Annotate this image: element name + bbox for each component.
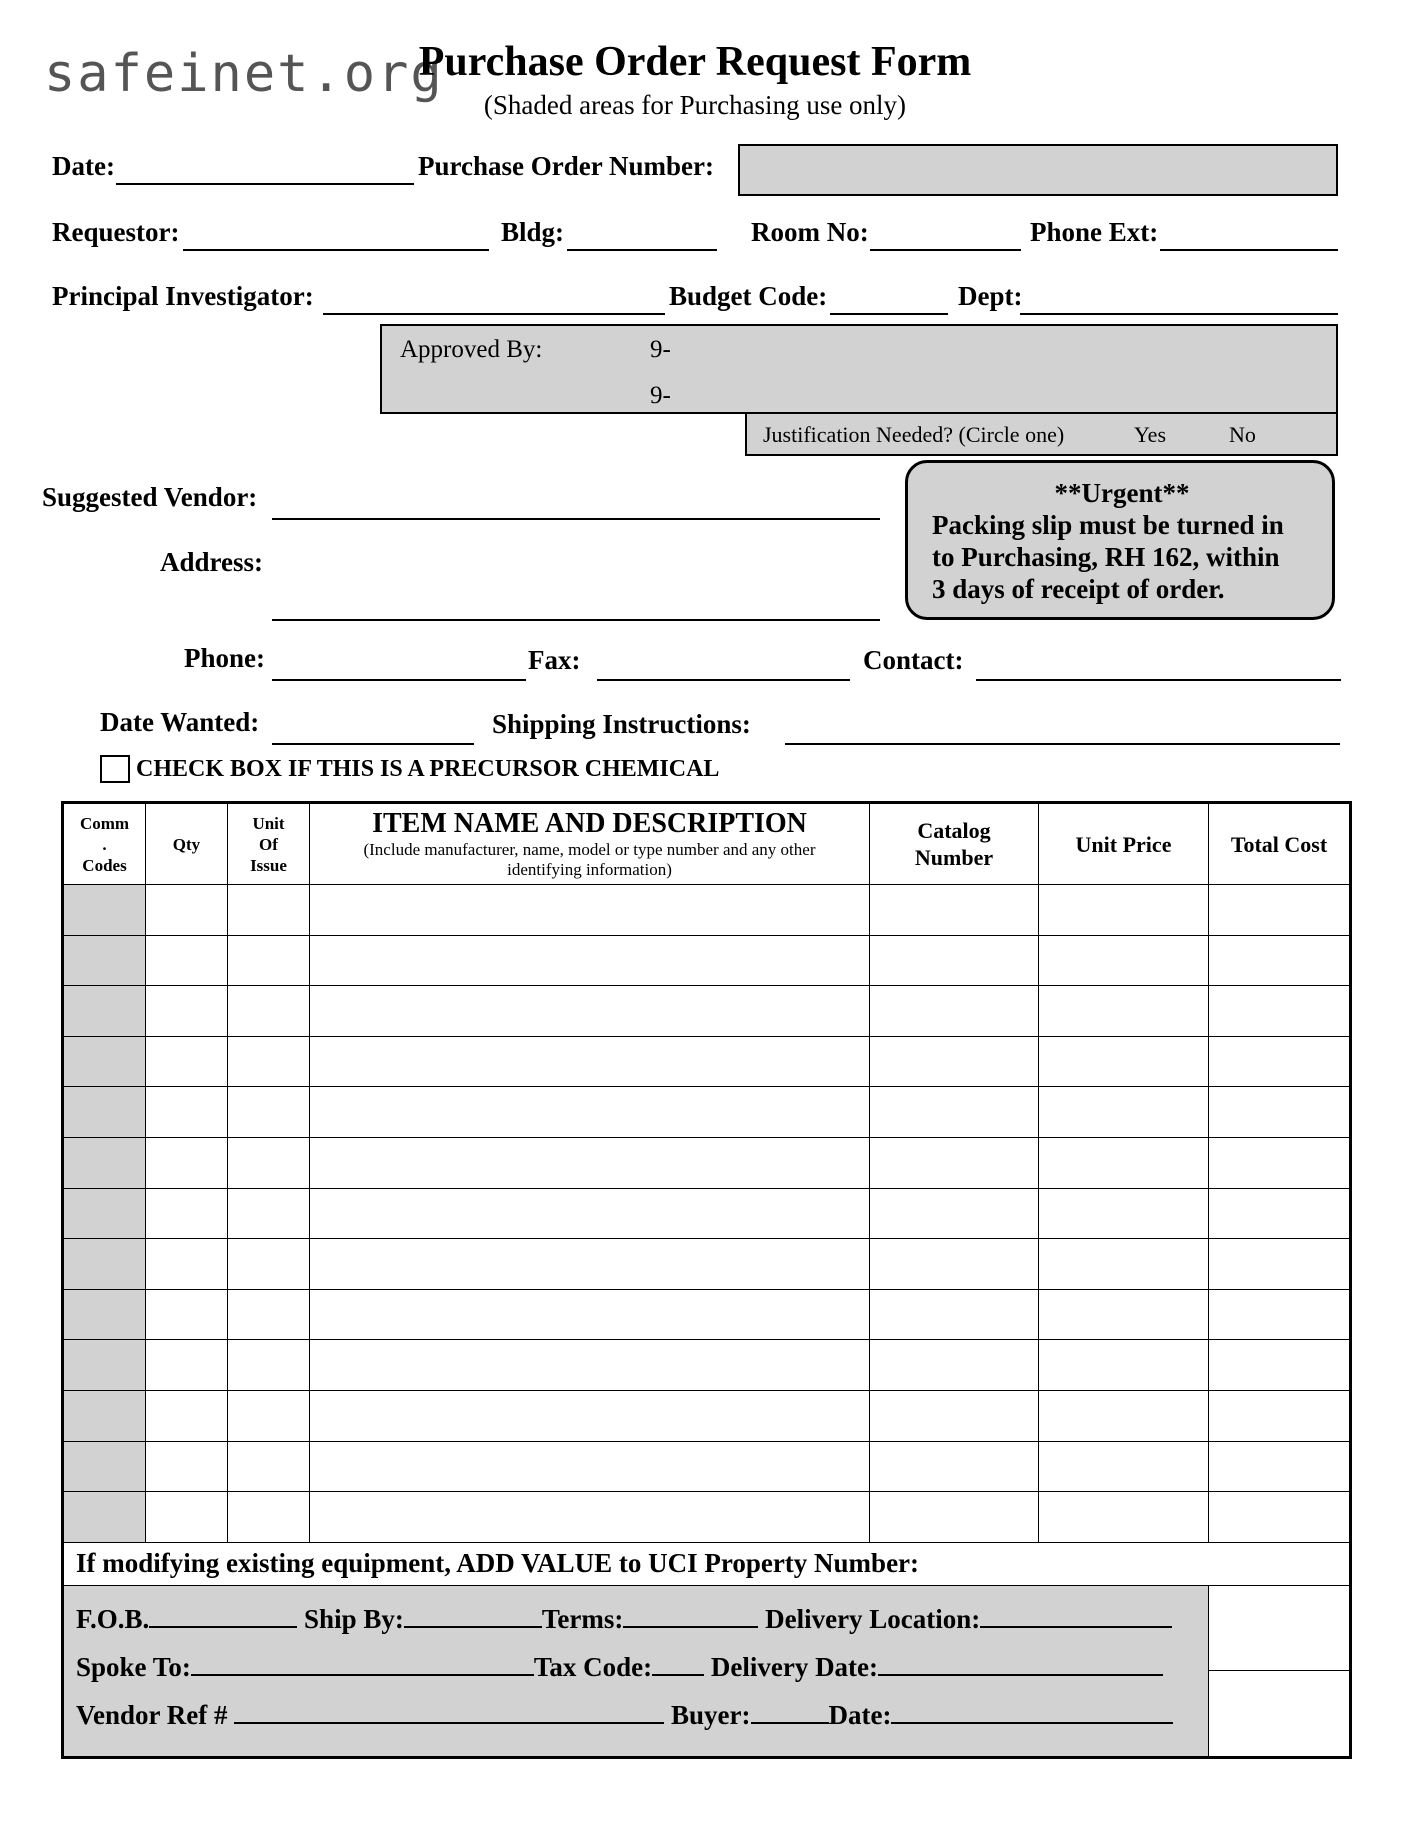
purchasing-total-area xyxy=(1209,1585,1351,1757)
urgent-line-2: to Purchasing, RH 162, within xyxy=(932,542,1280,572)
fob-label: F.O.B. xyxy=(76,1603,150,1634)
total-cost-cell[interactable] xyxy=(1209,1188,1351,1239)
unit-price-cell[interactable] xyxy=(1039,1137,1209,1188)
fob-field[interactable] xyxy=(149,1604,297,1628)
unit-of-issue-cell[interactable] xyxy=(228,986,310,1037)
total-cost-cell[interactable] xyxy=(1209,1036,1351,1087)
item-description-cell[interactable] xyxy=(310,1492,870,1543)
unit-price-header: Unit Price xyxy=(1039,803,1209,885)
vendor-phone-label: Phone: xyxy=(184,643,265,673)
ship-by-field[interactable] xyxy=(404,1604,542,1628)
qty-cell[interactable] xyxy=(146,935,228,986)
item-description-cell[interactable] xyxy=(310,885,870,936)
item-description-cell[interactable] xyxy=(310,986,870,1037)
qty-cell[interactable] xyxy=(146,885,228,936)
comm-code-cell[interactable] xyxy=(63,986,146,1037)
total-cost-cell[interactable] xyxy=(1209,1239,1351,1290)
item-description-cell[interactable] xyxy=(310,1289,870,1340)
catalog-number-cell[interactable] xyxy=(870,986,1039,1037)
comm-code-cell[interactable] xyxy=(63,885,146,936)
phone-ext-field[interactable] xyxy=(1160,249,1338,251)
urgent-line-3: 3 days of receipt of order. xyxy=(932,574,1225,604)
unit-of-issue-cell[interactable] xyxy=(228,885,310,936)
unit-of-issue-cell[interactable] xyxy=(228,1036,310,1087)
address-label: Address: xyxy=(160,547,264,577)
bldg-field[interactable] xyxy=(567,249,717,251)
room-no-field[interactable] xyxy=(870,249,1021,251)
table-row xyxy=(63,1441,1351,1492)
table-row xyxy=(63,1087,1351,1138)
catalog-number-cell[interactable] xyxy=(870,1239,1039,1290)
contact-label: Contact: xyxy=(863,645,964,675)
unit-price-cell[interactable] xyxy=(1039,1289,1209,1340)
total-cost-header: Total Cost xyxy=(1209,803,1351,885)
unit-of-issue-cell[interactable] xyxy=(228,1188,310,1239)
catalog-number-cell[interactable] xyxy=(870,935,1039,986)
purchasing-row xyxy=(63,1585,1351,1757)
catalog-number-header: Catalog Number xyxy=(870,803,1039,885)
unit-price-cell[interactable] xyxy=(1039,1188,1209,1239)
justification-yes[interactable]: Yes xyxy=(1134,422,1167,447)
suggested-vendor-label: Suggested Vendor: xyxy=(42,482,258,512)
item-description-cell[interactable] xyxy=(310,935,870,986)
budget-code-label: Budget Code: xyxy=(669,281,828,311)
buyer-field[interactable] xyxy=(751,1700,829,1724)
precursor-chemical-checkbox[interactable] xyxy=(100,755,130,783)
purchasing-date-label: Date: xyxy=(828,1699,892,1730)
suggested-vendor-field[interactable] xyxy=(272,518,880,520)
item-description-cell[interactable] xyxy=(310,1239,870,1290)
qty-header: Qty xyxy=(146,803,228,885)
purchasing-use-area[interactable] xyxy=(63,1585,1209,1757)
qty-cell[interactable] xyxy=(146,986,228,1037)
urgent-line-1: Packing slip must be turned in xyxy=(932,510,1284,540)
tax-code-label: Tax Code: xyxy=(533,1651,653,1682)
requestor-label: Requestor: xyxy=(52,217,180,247)
shipping-instructions-field[interactable] xyxy=(785,743,1340,745)
qty-cell[interactable] xyxy=(146,1036,228,1087)
unit-price-cell[interactable] xyxy=(1039,1036,1209,1087)
urgent-title: **Urgent** xyxy=(1054,478,1190,508)
form-subtitle: (Shaded areas for Purchasing use only) xyxy=(483,90,907,120)
spoke-to-label: Spoke To: xyxy=(76,1651,191,1682)
table-row xyxy=(63,885,1351,936)
catalog-number-cell[interactable] xyxy=(870,1137,1039,1188)
unit-of-issue-cell[interactable] xyxy=(228,1492,310,1543)
contact-field[interactable] xyxy=(976,679,1341,681)
vendor-phone-field[interactable] xyxy=(272,679,526,681)
total-cost-cell[interactable] xyxy=(1209,1441,1351,1492)
total-cost-cell[interactable] xyxy=(1209,1340,1351,1391)
total-cost-cell[interactable] xyxy=(1209,1492,1351,1543)
justification-label: Justification Needed? (Circle one) xyxy=(763,422,1065,447)
qty-cell[interactable] xyxy=(146,1289,228,1340)
approval-code-1: 9- xyxy=(650,336,671,363)
approval-code-2: 9- xyxy=(650,382,671,409)
date-field[interactable] xyxy=(116,183,414,185)
table-row xyxy=(63,1188,1351,1239)
qty-cell[interactable] xyxy=(146,1492,228,1543)
vendor-ref-field[interactable] xyxy=(234,1700,664,1724)
qty-cell[interactable] xyxy=(146,1340,228,1391)
room-no-label: Room No: xyxy=(751,217,869,247)
table-row xyxy=(63,1239,1351,1290)
unit-price-cell[interactable] xyxy=(1039,1492,1209,1543)
dept-field[interactable] xyxy=(1020,313,1338,315)
comm-code-cell[interactable] xyxy=(63,1492,146,1543)
purchasing-total-upper[interactable] xyxy=(1209,1586,1349,1671)
vendor-ref-label: Vendor Ref # xyxy=(76,1699,228,1730)
table-row xyxy=(63,1289,1351,1340)
watermark: safeinet.org xyxy=(44,44,444,104)
comm-code-cell[interactable] xyxy=(63,1289,146,1340)
table-row xyxy=(63,986,1351,1037)
item-description-cell[interactable] xyxy=(310,1390,870,1441)
unit-price-cell[interactable] xyxy=(1039,986,1209,1037)
item-description-cell[interactable] xyxy=(310,1340,870,1391)
item-description-note: (Include manufacturer, name, model or type number and any other identifying information) xyxy=(363,840,816,879)
total-cost-cell[interactable] xyxy=(1209,986,1351,1037)
catalog-number-cell[interactable] xyxy=(870,1087,1039,1138)
spoke-to-field[interactable] xyxy=(191,1652,534,1676)
total-cost-cell[interactable] xyxy=(1209,885,1351,936)
qty-cell[interactable] xyxy=(146,1188,228,1239)
item-description-cell[interactable] xyxy=(310,1188,870,1239)
unit-of-issue-cell[interactable] xyxy=(228,1239,310,1290)
form-title: Purchase Order Request Form xyxy=(418,39,972,85)
qty-cell[interactable] xyxy=(146,1441,228,1492)
budget-code-field[interactable] xyxy=(830,313,948,315)
unit-of-issue-cell[interactable] xyxy=(228,1137,310,1188)
catalog-number-cell[interactable] xyxy=(870,1289,1039,1340)
table-header-row xyxy=(63,803,1351,885)
catalog-number-cell[interactable] xyxy=(870,885,1039,936)
date-label: Date: xyxy=(52,151,115,181)
modify-equipment-note[interactable]: If modifying existing equipment, ADD VALUE to UCI Property Number: xyxy=(63,1542,1351,1585)
item-description-header xyxy=(310,803,870,885)
qty-cell[interactable] xyxy=(146,1137,228,1188)
requestor-field[interactable] xyxy=(183,249,489,251)
bldg-label: Bldg: xyxy=(501,217,565,247)
justification-box[interactable] xyxy=(745,412,1338,456)
item-description-cell[interactable] xyxy=(310,1441,870,1492)
po-number-label: Purchase Order Number: xyxy=(418,151,714,181)
comm-code-cell[interactable] xyxy=(63,1340,146,1391)
principal-investigator-field[interactable] xyxy=(323,313,665,315)
item-description-cell[interactable] xyxy=(310,1036,870,1087)
unit-price-cell[interactable] xyxy=(1039,1087,1209,1138)
total-cost-cell[interactable] xyxy=(1209,1137,1351,1188)
catalog-number-cell[interactable] xyxy=(870,1188,1039,1239)
unit-of-issue-cell[interactable] xyxy=(228,935,310,986)
qty-cell[interactable] xyxy=(146,1087,228,1138)
catalog-number-cell[interactable] xyxy=(870,1492,1039,1543)
fax-field[interactable] xyxy=(597,679,850,681)
delivery-location-field[interactable] xyxy=(980,1604,1172,1628)
po-number-field[interactable] xyxy=(738,144,1338,196)
total-cost-cell[interactable] xyxy=(1209,1390,1351,1441)
fax-label: Fax: xyxy=(528,645,581,675)
items-table xyxy=(61,801,1352,1759)
approval-box[interactable] xyxy=(380,324,1338,414)
unit-price-cell[interactable] xyxy=(1039,935,1209,986)
delivery-location-label: Delivery Location: xyxy=(765,1603,981,1634)
terms-field[interactable] xyxy=(623,1604,758,1628)
comm-code-cell[interactable] xyxy=(63,1188,146,1239)
unit-price-cell[interactable] xyxy=(1039,1390,1209,1441)
unit-of-issue-header: Unit Of Issue xyxy=(228,803,310,885)
unit-price-cell[interactable] xyxy=(1039,1239,1209,1290)
precursor-chemical-label: CHECK BOX IF THIS IS A PRECURSOR CHEMICAL xyxy=(136,756,720,782)
item-description-cell[interactable] xyxy=(310,1137,870,1188)
phone-ext-label: Phone Ext: xyxy=(1030,217,1159,247)
qty-cell[interactable] xyxy=(146,1390,228,1441)
comm-code-cell[interactable] xyxy=(63,1239,146,1290)
item-description-title: ITEM NAME AND DESCRIPTION xyxy=(372,808,807,839)
buyer-label: Buyer: xyxy=(671,1699,751,1730)
unit-price-cell[interactable] xyxy=(1039,1441,1209,1492)
table-row xyxy=(63,1036,1351,1087)
total-cost-cell[interactable] xyxy=(1209,1087,1351,1138)
approved-by-label: Approved By: xyxy=(400,336,543,363)
date-wanted-label: Date Wanted: xyxy=(100,707,260,737)
purchasing-date-field[interactable] xyxy=(891,1700,1173,1724)
comm-code-cell[interactable] xyxy=(63,1137,146,1188)
urgent-notice xyxy=(905,460,1335,620)
unit-price-cell[interactable] xyxy=(1039,1340,1209,1391)
catalog-number-cell[interactable] xyxy=(870,1340,1039,1391)
total-cost-cell[interactable] xyxy=(1209,1289,1351,1340)
comm-code-cell[interactable] xyxy=(63,1087,146,1138)
qty-cell[interactable] xyxy=(146,1239,228,1290)
shipping-instructions-label: Shipping Instructions: xyxy=(492,709,751,739)
unit-price-cell[interactable] xyxy=(1039,885,1209,936)
justification-no[interactable]: No xyxy=(1229,422,1256,447)
table-row xyxy=(63,1340,1351,1391)
unit-of-issue-cell[interactable] xyxy=(228,1289,310,1340)
purchasing-total-lower[interactable] xyxy=(1209,1671,1349,1755)
table-row xyxy=(63,935,1351,986)
tax-code-field[interactable] xyxy=(652,1652,704,1676)
catalog-number-cell[interactable] xyxy=(870,1441,1039,1492)
unit-of-issue-cell[interactable] xyxy=(228,1340,310,1391)
principal-investigator-label: Principal Investigator: xyxy=(52,281,314,311)
table-row xyxy=(63,1137,1351,1188)
unit-of-issue-cell[interactable] xyxy=(228,1441,310,1492)
catalog-number-cell[interactable] xyxy=(870,1390,1039,1441)
comm-code-cell[interactable] xyxy=(63,935,146,986)
date-wanted-field[interactable] xyxy=(272,743,474,745)
table-row xyxy=(63,1390,1351,1441)
address-field[interactable] xyxy=(272,619,880,621)
delivery-date-field[interactable] xyxy=(878,1652,1163,1676)
comm-code-cell[interactable] xyxy=(63,1036,146,1087)
comm-code-cell[interactable] xyxy=(63,1441,146,1492)
terms-label: Terms: xyxy=(541,1603,624,1634)
delivery-date-label: Delivery Date: xyxy=(710,1651,879,1682)
modify-equipment-row xyxy=(63,1542,1351,1585)
dept-label: Dept: xyxy=(958,281,1023,311)
unit-of-issue-cell[interactable] xyxy=(228,1087,310,1138)
ship-by-label: Ship By: xyxy=(304,1603,404,1634)
comm-codes-header: Comm . Codes xyxy=(63,803,146,885)
comm-code-cell[interactable] xyxy=(63,1390,146,1441)
catalog-number-cell[interactable] xyxy=(870,1036,1039,1087)
table-row xyxy=(63,1492,1351,1543)
unit-of-issue-cell[interactable] xyxy=(228,1390,310,1441)
total-cost-cell[interactable] xyxy=(1209,935,1351,986)
item-description-cell[interactable] xyxy=(310,1087,870,1138)
